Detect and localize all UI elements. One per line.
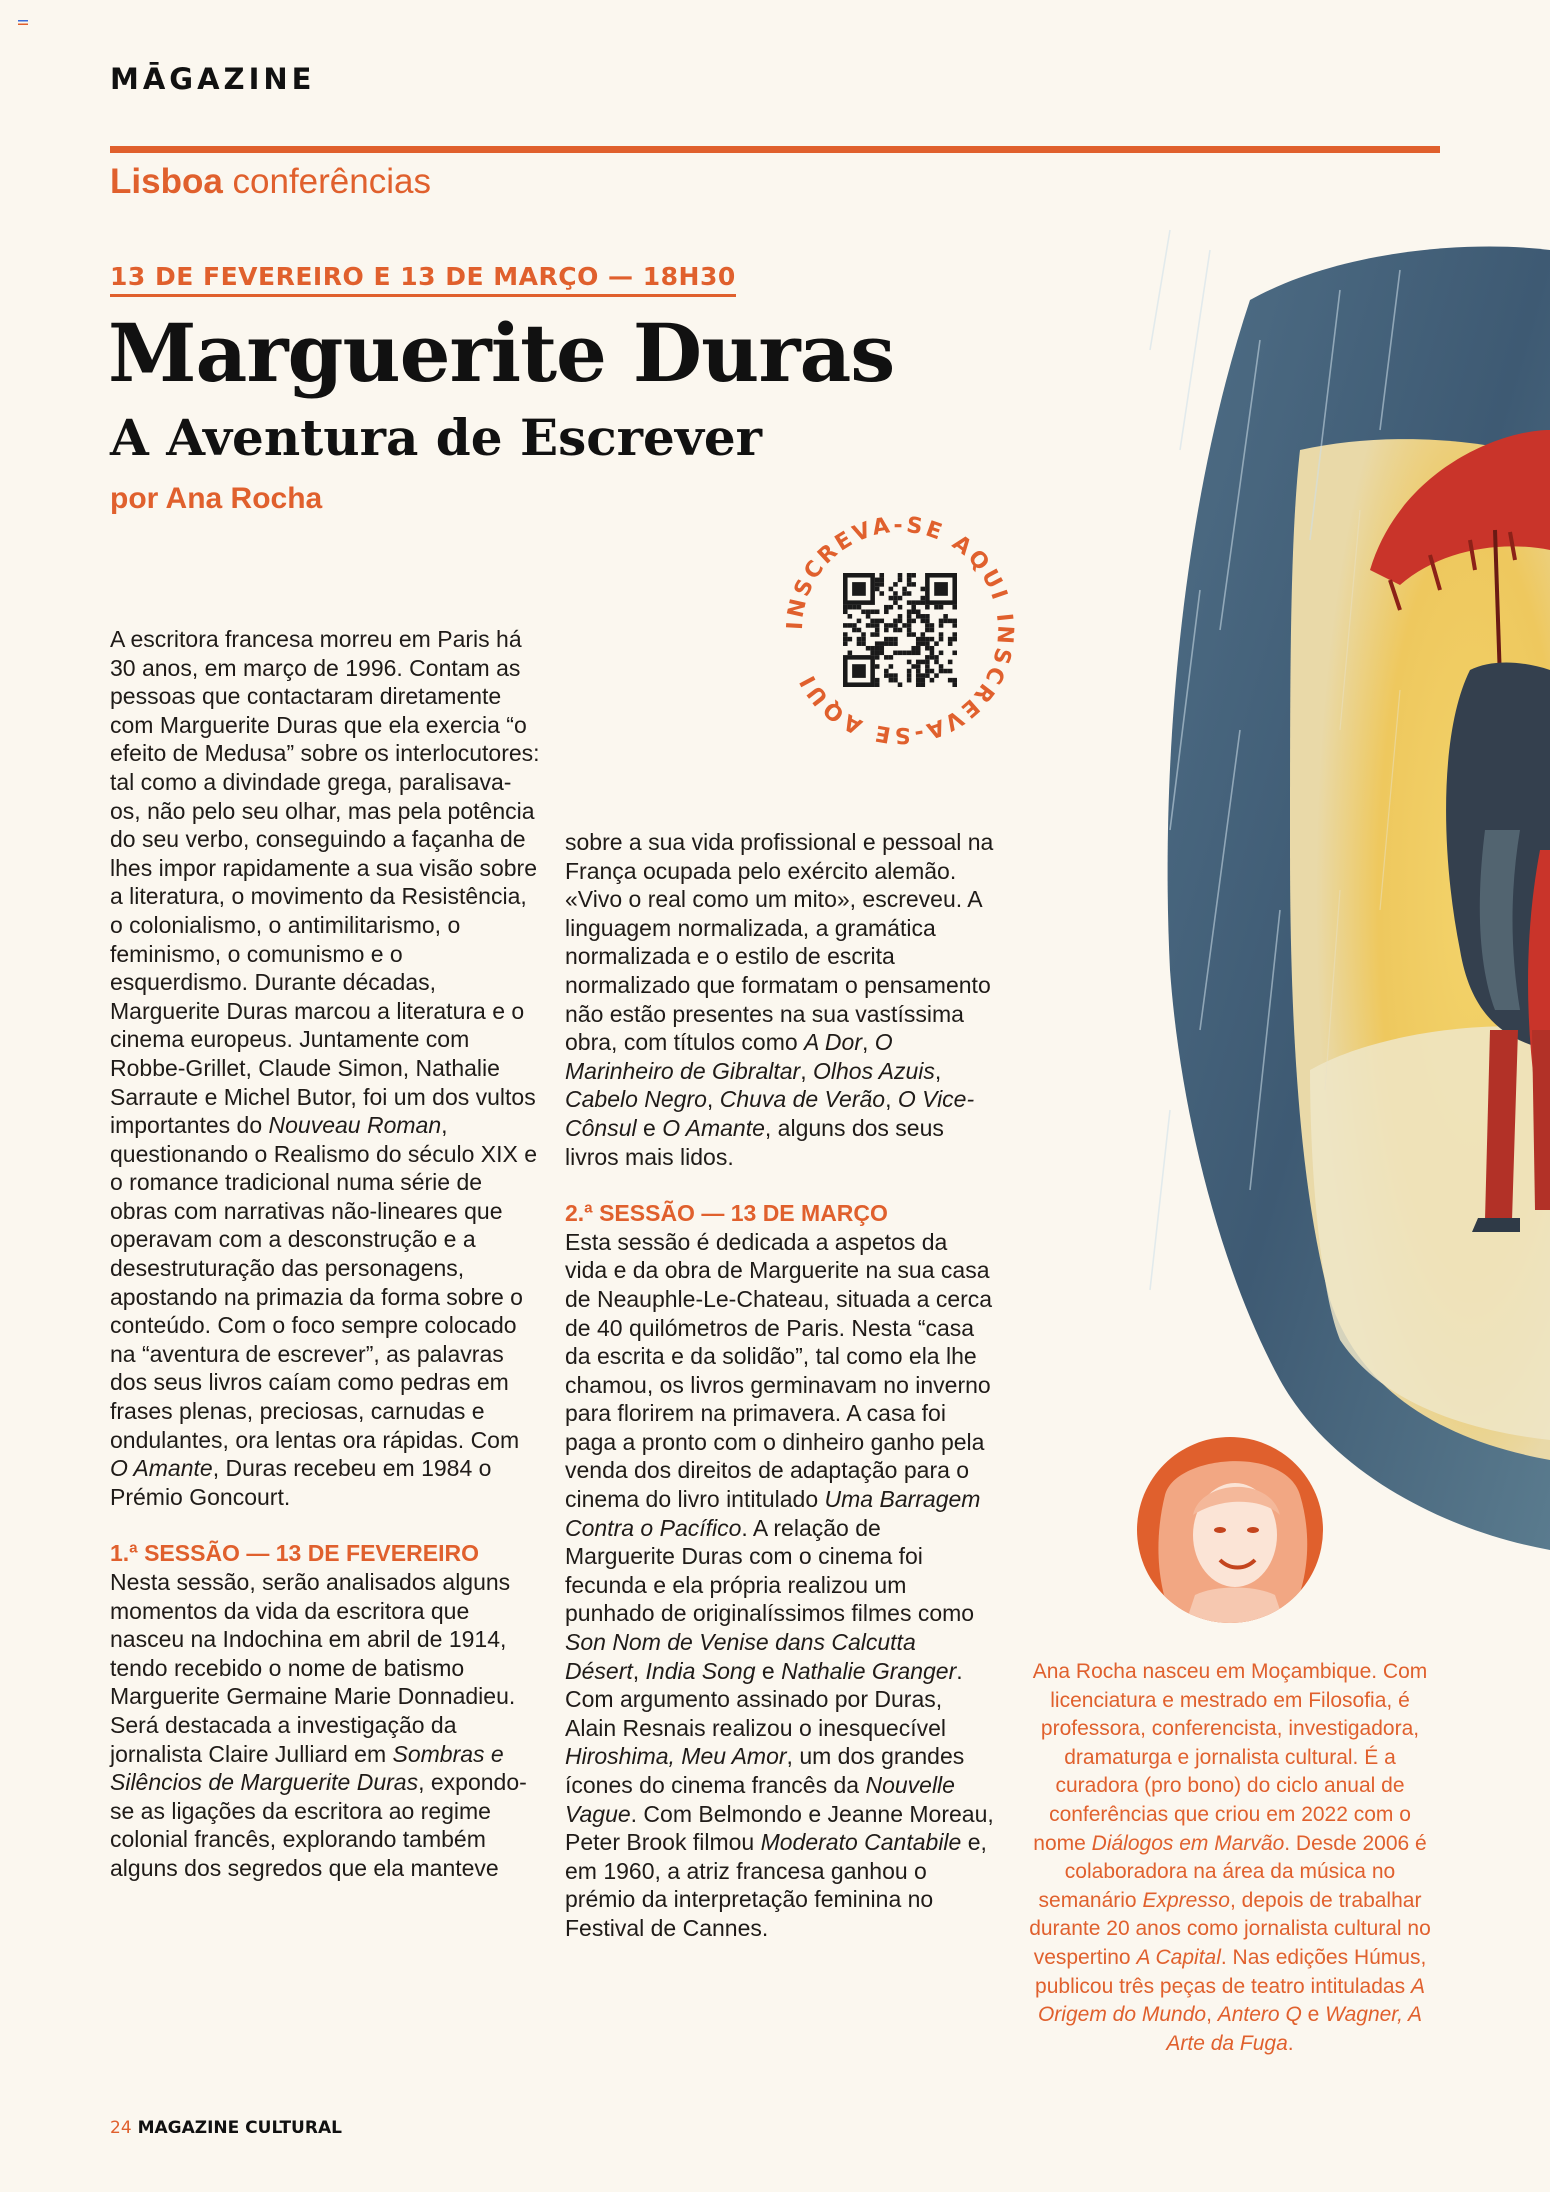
event-dateline: 13 DE FEVEREIRO E 13 DE MARÇO — 18H30	[110, 262, 736, 297]
italic-title: Uma Barragem Contra o Pacífico	[565, 1486, 981, 1541]
section-city: Lisboa	[110, 162, 223, 201]
text-run: . Com argumento assinado por Duras, Alain Resnais realizou o inesquecível	[565, 1657, 963, 1741]
text-run: . Desde 2006 é colaboradora na área da música no semanário	[1038, 1831, 1427, 1912]
article-byline: por Ana Rocha	[110, 482, 323, 515]
italic-title: Sombras e Silêncios de Marguerite Duras	[110, 1740, 504, 1796]
italic-title: Diálogos em Marvão	[1091, 1831, 1285, 1855]
text-run: sobre a sua vida profissional e pessoal na França ocupada pelo exército alemão. «Vivo o real como um mito», escreveu. A linguagem normalizada, a gramática normalizada e o estilo de escrita normalizado que formatam o pensamento não estão presentes na sua vastíssima obra, com títulos como	[565, 829, 994, 1056]
session-1-heading: 1.ª SESSÃO — 13 DE FEVEREIRO	[110, 1540, 479, 1567]
article-column-2	[565, 828, 995, 1943]
text-run: . A relação de Marguerite Duras com o cinema foi fecunda e ela própria realizou um punhado de originalíssimos filmes como	[565, 1514, 975, 1627]
text-run: .	[1287, 2031, 1294, 2055]
italic-title: Nathalie Granger	[781, 1657, 957, 1684]
italic-title: O Marinheiro de Gibraltar	[565, 1029, 893, 1084]
text-run: , questionando o Realismo do século XIX e o romance tradicional numa série de obras com narrativas não-lineares que operavam com a desconstrução e a desestruturação das personagens, apostando na primazia da forma sobre o conteúdo. Com o foco sempre colocado na “aventura de escrever”, as palavras dos seus livros caíam como pedras em frases plenas, preciosas, carnudas e ondulantes, ora lentas ora rápidas. Com	[110, 1112, 538, 1453]
session-2-paragraph	[565, 1228, 995, 1943]
article-subtitle: A Aventura de Escrever	[110, 408, 763, 467]
text-run: , um dos grandes ícones do cinema francês da	[565, 1743, 965, 1798]
section-heading	[110, 162, 431, 202]
italic-title: Chuva de Verão	[719, 1086, 886, 1113]
author-portrait	[1135, 1435, 1325, 1625]
section-type: conferências	[232, 162, 431, 201]
italic-title: O Vice-Cônsul	[565, 1086, 975, 1141]
italic-title: India Song	[645, 1657, 756, 1684]
continuation-paragraph	[565, 828, 995, 1171]
qr-label: INSCREVA-SE AQUI INSCREVA-SE AQUI	[782, 512, 1018, 748]
article-column-1	[110, 625, 540, 1883]
text-run: Ana Rocha nasceu em Moçambique. Com licenciatura e mestrado em Filosofia, é professora, conferencista, investigadora, dramaturga e jornalista cultural. É a curadora (pro bono) do ciclo anual de conferências que criou em 2022 com o nome	[1032, 1660, 1428, 1855]
text-run: ,	[934, 1057, 942, 1084]
text-run: e	[636, 1114, 663, 1141]
text-run: ,	[862, 1029, 875, 1056]
italic-title: Olhos Azuis	[813, 1057, 935, 1084]
italic-title: Hiroshima, Meu Amor	[565, 1743, 787, 1770]
header-rule	[110, 146, 1440, 153]
menu-icon	[18, 14, 28, 22]
text-run: ,	[1206, 2003, 1218, 2027]
text-run: ,	[632, 1657, 646, 1684]
italic-title: Antero Q	[1217, 2003, 1302, 2027]
text-run: e	[1301, 2003, 1326, 2027]
text-run: . Com Belmondo e Jeanne Moreau, Peter Brook filmou	[565, 1800, 994, 1856]
intro-paragraph	[110, 625, 540, 1511]
qr-code-icon	[843, 573, 957, 687]
text-run: . Nas edições Húmus, publicou três peças de teatro intituladas	[1035, 1945, 1427, 1998]
text-run: Nesta sessão, serão analisados alguns momentos da vida da escritora que nasceu na Indochina em abril de 1914, tendo recebido o nome de batismo Marguerite Germaine Marie Donnadieu. Será destacada a investigação da jornalista Claire Julliard em	[110, 1569, 516, 1767]
umbrella-illustration	[1140, 210, 1550, 1580]
session-2-heading: 2.ª SESSÃO — 13 DE MARÇO	[565, 1200, 888, 1227]
text-run: e	[755, 1657, 782, 1684]
text-run: e, em 1960, a atriz francesa ganhou o prémio da interpretação feminina no Festival de Cannes.	[565, 1829, 987, 1941]
text-run: , alguns dos seus livros mais lidos.	[565, 1114, 944, 1170]
italic-title: O Amante	[110, 1455, 213, 1482]
page-number: 24	[110, 2118, 132, 2138]
text-run: ,	[885, 1086, 898, 1113]
italic-title: Cabelo Negro	[565, 1086, 707, 1113]
italic-title: Wagner, A Arte da Fuga	[1166, 2003, 1423, 2055]
italic-title: A Dor	[804, 1029, 862, 1056]
italic-title: Moderato Cantabile	[760, 1829, 962, 1856]
text-run: ,	[706, 1086, 720, 1113]
italic-title: Expresso	[1142, 1888, 1230, 1912]
italic-title: A Origem do Mundo	[1037, 1974, 1425, 2027]
italic-title: Son Nom de Venise dans Calcutta Désert	[565, 1629, 916, 1684]
text-run: , Duras recebeu em 1984 o Prémio Goncourt.	[110, 1455, 492, 1510]
text-run: ,	[800, 1057, 813, 1084]
qr-code-badge[interactable]	[780, 510, 1020, 750]
magazine-logo: MĀGAZINE	[110, 62, 316, 96]
text-run: A escritora francesa morreu em Paris há 30 anos, em março de 1996. Contam as pessoas que contactaram diretamente com Marguerite Duras que ela exercia “o efeito de Medusa” sobre os interlocutores: tal como a divindade grega, paralisava-os, não pelo seu olhar, mas pela potência do seu verbo, conseguindo a façanha de lhes impor rapidamente a sua visão sobre a literatura, o movimento da Resistência, o colonialismo, o antimilitarismo, o feminismo, o comunismo e o esquerdismo. Durante décadas, Marguerite Duras marcou a literatura e o cinema europeus. Juntamente com Robbe-Grillet, Claude Simon, Nathalie Sarraute e Michel Butor, foi um dos vultos importantes do	[110, 626, 540, 1139]
text-run: , expondo-se as ligações da escritora ao regime colonial francês, explorando também alguns dos segredos que ela manteve	[110, 1769, 527, 1881]
publication-name: MAGAZINE CULTURAL	[137, 2118, 342, 2138]
text-run: Esta sessão é dedicada a aspetos da vida e da obra de Marguerite na sua casa de Neauphle-Le-Chateau, situada a cerca de 40 quilómetros de Paris. Nesta “casa da escrita e da solidão”, tal como ela lhe chamou, os livros germinavam no inverno para florirem na primavera. A casa foi paga a pronto com o dinheiro ganho pela venda dos direitos de adaptação para o cinema do livro intitulado	[565, 1228, 993, 1513]
italic-title: Nouveau Roman	[268, 1112, 442, 1139]
page-footer	[110, 2118, 342, 2138]
text-run: , depois de trabalhar durante 20 anos como jornalista cultural no vespertino	[1029, 1888, 1431, 1969]
session-1-paragraph	[110, 1568, 540, 1883]
article-title: Marguerite Duras	[108, 306, 895, 400]
italic-title: A Capital	[1136, 1945, 1221, 1969]
italic-title: Nouvelle Vague	[565, 1772, 955, 1827]
author-bio	[1020, 1658, 1440, 2058]
qr-badge-graphic	[780, 510, 1020, 750]
italic-title: O Amante	[662, 1114, 765, 1141]
